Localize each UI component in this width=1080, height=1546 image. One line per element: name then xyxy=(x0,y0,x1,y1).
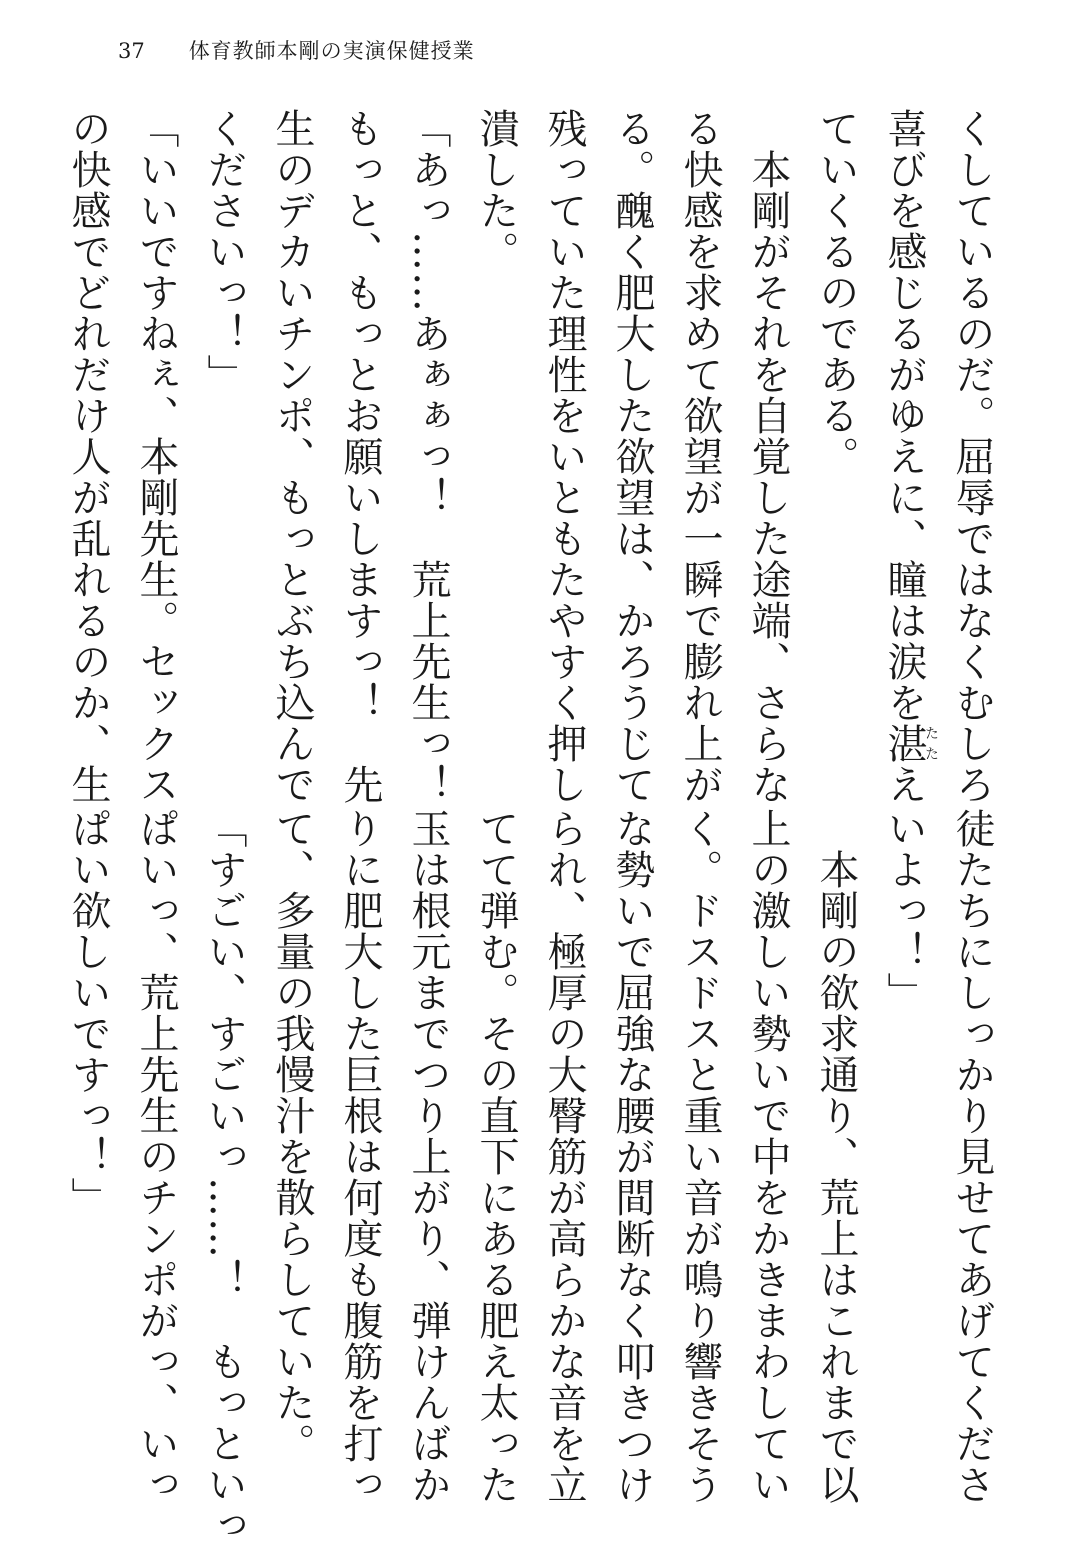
text-line: 上の激しい勢いで中をかきまわしてい xyxy=(745,808,791,1505)
text-line: 残っていた理性をいともたやすく押し xyxy=(541,108,587,805)
text-line: いよっ！」 xyxy=(881,808,927,1013)
text-line: ぱいっ、荒上先生のチンポがっ、いっ xyxy=(133,808,179,1505)
ruby-base: 湛 xyxy=(881,723,927,764)
text-line: てて弾む。その直下にある肥え太った xyxy=(473,808,519,1505)
page-number: 37 xyxy=(118,39,145,63)
text-line: の快感でどれだけ人が乱れるのか、生 xyxy=(65,108,111,805)
text-line: 徒たちにしっかり見せてあげてくださ xyxy=(949,808,995,1505)
text-line: 潰した。 xyxy=(473,108,519,272)
text-line: る。醜く肥大した欲望は、かろうじて xyxy=(609,108,655,805)
ruby-word xyxy=(881,723,939,764)
text-fragment: 喜びを感じるがゆえに、瞳は涙を xyxy=(881,108,927,723)
text-line: られ、極厚の大臀筋が高らかな音を立 xyxy=(541,808,587,1505)
text-line: な勢いで屈強な腰が間断なく叩きつけ xyxy=(609,808,655,1505)
text-line: 玉は根元までつり上がり、弾けんばか xyxy=(405,808,451,1505)
book-title: 体育教師本剛の実演保健授業 xyxy=(188,39,475,63)
text-line: ぱい欲しいですっ！」 xyxy=(65,808,111,1218)
page-header xyxy=(118,36,475,66)
text-line: く。ドスドスと重い音が鳴り響きそう xyxy=(677,808,723,1505)
text-fragment: え xyxy=(881,764,927,805)
ruby-reading: たた xyxy=(923,723,939,764)
text-line: 「すごい、すごいっ……！ もっといっ xyxy=(201,808,247,1546)
text-line: りに肥大した巨根は何度も腹筋を打っ xyxy=(337,808,383,1505)
text-line: 「いいですねぇ、本剛先生。セックス xyxy=(133,108,179,805)
text-line-with-ruby xyxy=(870,108,939,805)
text-line: もっと、もっとお願いしますっ！ 先 xyxy=(337,108,383,805)
text-line: 生のデカいチンポ、もっとぶち込んで xyxy=(269,108,315,805)
lower-text-block xyxy=(65,808,1006,1546)
text-line: 本剛の欲求通り、荒上はこれまで以 xyxy=(813,808,859,1505)
text-line: くださいっ！」 xyxy=(201,108,247,395)
text-line: る快感を求めて欲望が一瞬で膨れ上が xyxy=(677,108,723,805)
text-line: 「あっ……あぁぁっ！ 荒上先生っ！ xyxy=(405,108,451,805)
text-line: ていくるのである。 xyxy=(813,108,859,477)
upper-text-block xyxy=(65,108,1006,805)
text-line: て、多量の我慢汁を散らしていた。 xyxy=(269,808,315,1464)
text-line: くしているのだ。屈辱ではなくむしろ xyxy=(949,108,995,805)
text-line: 本剛がそれを自覚した途端、さらな xyxy=(745,108,791,805)
